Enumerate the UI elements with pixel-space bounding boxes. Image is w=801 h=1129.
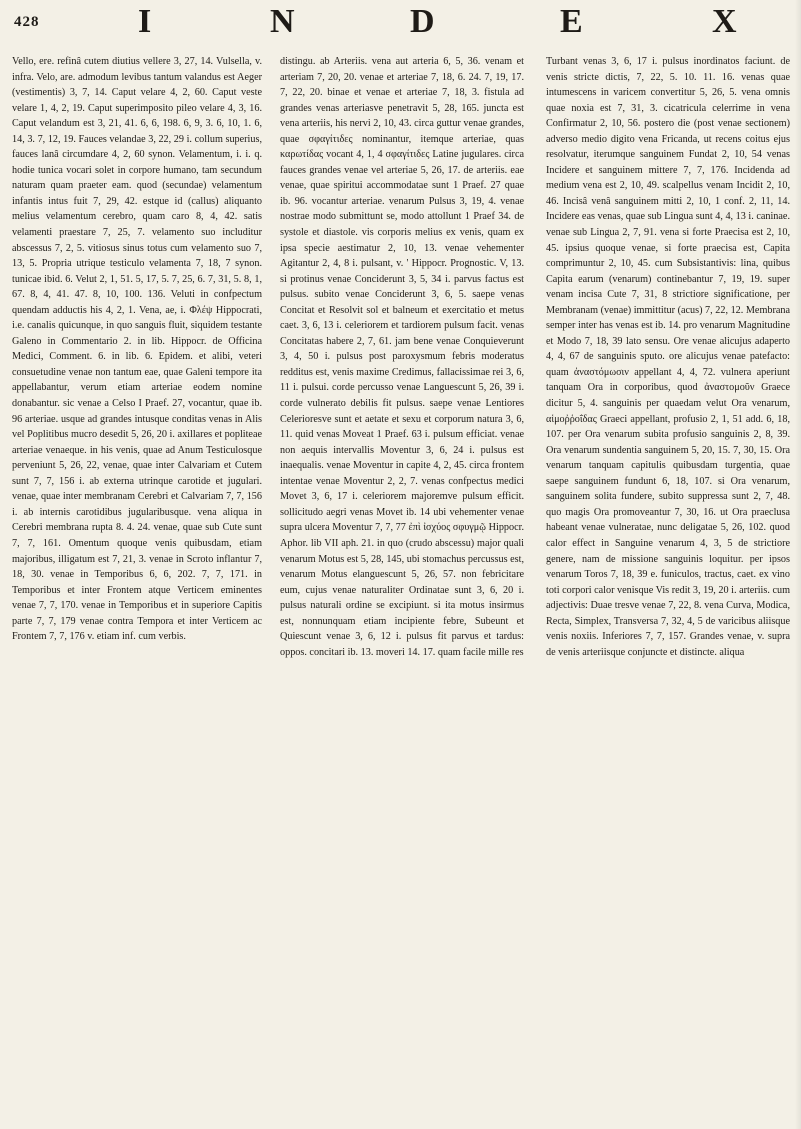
index-column-right [546, 54, 790, 1118]
index-column-left [12, 54, 262, 1118]
running-head [0, 2, 801, 42]
running-head-letter: I [138, 3, 152, 40]
running-head-letter: X [712, 3, 737, 40]
column-text: Turbant venas 3, 6, 17 i. pulsus inordinatos faciunt. de venis stricte dictis, 7, 22, 5. 10. 11. 16. venas quae intumescens in varicem convertitur 5, 26, 5. vena omnis quae noxia est 7, 31, 3. cicatricula celerrime in vena Confirmatur 2, 10, 56. postero die (post venae sectionem) adverso medio digito vena Fricanda, ut recens coitus ejus resolvatur, iterumque sanguinem Fundat 2, 10, 54 venas Incidere et sanguinem mittere 7, 7, 176. Incidenda ad medium vena est 2, 10, 49. scalpellus venam Incidit 2, 10, 46. Incisâ venâ sanguinem mitti 2, 10, 1 conf. 2, 11, 14. Incidere eas venas, quae sub Lingua sunt 4, 4, 13 i. caninae. venae sub Lingua 2, 7, 91. vena si forte Praecisa est 2, 10, 45. ipsius quoque venae, si forte praecisa est, Capita comprimuntur 2, 10, 45. cum Subsistantivis: lina, quibus Capita earum (venarum) continebantur 7, 19, 19. super venam incisa Cute 7, 31, 8 strictiore significatione, per Membranam (venae) immittitur (acus) 7, 22, 12. Membrana semper inter has venas est ib. 14. pro venarum Magnitudine et Modo 7, 18, 39 lato sensu. Ore venae alicujus adaperto 4, 4, 67 de sanguinis sputo. ore alicujus venae patefacto: quam ἀναστόμωσιν appellant 4, 4, 72. vulnera aperiunt tanquam Ora in corporibus, quod ἀναστομοῦν Graece dicitur 5, 4. sanguinis per quaedam velut Ora venarum, αἱμοῤῥοΐδας Graeci appellant, profusio 2, 1, 51 add. 6, 18, 107. per Ora venarum subita profusio sanguinis 2, 8, 39. Ora venarum sundentia sanguinem 5, 20, 15. 7, 30, 15. Ora venarum tanquam capitulis quibusdam turgentia, quae saepe sanguinem fundunt 6, 18, 107. si Ora venarum, sanguinem solita fundere, subito suppressa sunt 2, 7, 48. quo magis Ora promoveantur 7, 30, 16. ut Ora praeclusa habeant venae vulneratae, nunc deligatae 5, 26, 102. quod calor effect in Sanguine venarum 4, 3, 5 de strictiore genere, nam de missione sanguinis loquitur. per ipsos venarum Toros 7, 18, 39 e. funiculos, tractus, caet. ex vino toti corpori calor venisque Vis redit 3, 19, 20 i. arteriis. cum adjectivis: Duae tresve venae 7, 22, 8. vena Curva, Modica, Recta, Simplex, Transversa 7, 32, 4, 5 de varicibus aliisque venis noxiis. Inferiores 7, 7, 157. Grandes venae, v. supra de venis arteriisque conjuncte et distincte. aliqua [546, 56, 790, 658]
running-head-letter: N [270, 3, 295, 40]
running-head-letter: E [560, 3, 583, 40]
page-edge-shadow [795, 0, 801, 1129]
index-column-middle [280, 54, 524, 1118]
page-number: 428 [14, 14, 40, 30]
column-text: distingu. ab Arteriis. vena aut arteria 6, 5, 36. venam et arteriam 7, 20, 20. venae et arteriae 7, 18, 6. 24. 7, 19, 17. 7, 22, 20. binae et venae et arteriae 7, 18, 3. fistula ad grandes venas arteriasve penetravit 5, 28, 165. juncta est vena arteriis, his nervi 2, 10, 43. circa guttur venae grandes, quae σφαγίτιδες nominantur, itemque arteriae, quas καρωτίδας vocant 4, 1, 4 σφαγίτιδες Latine jugulares. circa fauces grandes venae vel arteriae 5, 26, 17. de arteriis. eae venae, quae spiritui accommodatae sunt 1 Praef. 27 quae ib. 96. vocantur arteriae. venarum Pulsus 3, 19, 4. venae nostrae modo submittunt se, modo attollunt 1 Praef 34. de systole et diastole. vis corporis melius ex venis, quam ex ipsa specie aestimatur 2, 10, 13. venae vehementer Agitantur 2, 4, 8 i. pulsant, v. ' Hippocr. Prognostic. V, 13. si protinus venae Conciderunt 3, 5, 34 i. parvus factus est pulsus. subito venae Conciderunt 3, 6, 5. saepe venas Concitat et Resolvit sol et balneum et exercitatio et metus caet. 3, 6, 13 i. celeriorem et tardiorem pulsum facit. venas Concitatas habere 2, 7, 61. jam bene venae Conquieverunt 3, 4, 50 i. pulsus post paroxysmum febris moderatus redditus est, venis maxime Credimus, fallacissimae rei 3, 6, 11 i. pulsui. corde percusso venae Languescunt 5, 26, 39 i. corde vulnerato debilis fit pulsus. saepe venae Lentiores Celerioresve sunt et aetate et sexu et corporum natura 3, 6, 11. quid venas Moveat 1 Praef. 63 i. pulsum efficiat. venae non aequis intervallis Moventur 3, 6, 24 i. pulsus est inaequalis. venae Moventur in capite 4, 2, 45. circa frontem intentae venae Moventur 2, 2, 7. venas confpectus medici Movet 3, 6, 17 i. celeriorem majoremve pulsum efficit. sollicitudo aegri venas Movet ib. 14 ubi vehementer venae supra ulcera Moventur 7, 7, 77 ἐπὶ ἰσχύος σφυγμῷ Hippocr. Aphor. lib VII aph. 21. in quo (crudo abscessu) major quali venarum Motus est 5, 28, 145, ubi stomachus percussus est, venarum Motus elanguescunt 5, 26, 57. non febricitare eum, cujus venae naturaliter Ordinatae sunt 3, 6, 20 i. pulsus naturali ordine se excipiunt. si ita motus insirmus est, nonnunquam etiam incipiente febre, Subeunt et Quiescunt venae 3, 6, 12 i. pulsus fit parvus et tardus: oppos. concitari ib. 13. moveri 14. 17. quam facile mille res [280, 56, 524, 658]
page-header [0, 0, 801, 44]
running-head-letter: D [410, 3, 435, 40]
column-text: Vello, ere. refinâ cutem diutius vellere 3, 27, 14. Vulsella, v. infra. Velo, are. admodum levibus tantum valandus est Aeger (vestimentis) 3, 7, 14. Caput velare 4, 2, 60. Caput veste velare 1, 4, 2, 19. Caput superimposito pileo velare 4, 3, 16. Caput velandum est 3, 21, 41. 6, 6, 198. 6, 9, 3. 6, 10, 1. 6, 14, 3. 7, 12, 19. Fauces velandae 3, 22, 29 i. collum superius, fauces lanâ circumdare 4, 2, 60 synon. Velamentum, i. i. q. hodie tunica vocari solet in corpore humano, tam secundum naturam quam praeter eam. quod (secundae) velamentum infantis intus fuit 7, 29, 42. estque id (callus) aliquanto melius velamentum cerebro, quam caro 8, 4, 42. satis velamenti praestare 7, 25, 7. velamento suo includitur abscessus 7, 2, 5. vitiosus sinus totus cum velamento suo 7, 13, 5. Propria utrique testiculo velamenta 7, 18, 7 synon. tunicae ibid. 6. Velut 2, 1, 51. 5, 17, 5. 7, 25, 6. 7, 31, 5. 8, 1, 67. 8, 4, 41. 47. 8, 10, 100. 136. Veluti in confpectum quendam adductis his 4, 2, 1. Vena, ae, i. Φλέψ Hippocrati, i.e. canalis quicunque, in quo sanguis fluit, siquidem testante Galeno in Commentario 2. in lib. Hippocr. de Officina Medici, Comment. 6. in lib. 6. Epidem. et alibi, veteri consuetudine venae non tantum eae, quae Galeni tempore ita appellabantur, verum etiam arteriae eodem nomine donabantur. sic venae a Celso I Praef. 27, vocantur, quae ib. 96 arteriae. usque ad grandes intusque conditas venas in Alis vel Poplitibus mucro desedit 5, 26, 20 i. axillares et popliteae arteriae venaeque. in his venis, quae ad Anum Testiculosque perveniunt 5, 26, 22, venae, quae inter Calvariam et Cutem sunt 7, 7, 156 i. ab externa utrinque carotide et jugulari. venae, quae inter membranam Cerebri et Calvariam 7, 7, 156 i. ab internis carotidibus jugularibusque. vena aliqua in Cerebri membrana rupta 8. 4. 24. venae, quae sub Cute sunt 7, 7, 161. Omentum quoque venis quibusdam, etiam majoribus, illigatum est 7, 21, 3. venae in Scroto inflantur 7, 18, 30. venae in Temporibus 6, 6, 202. 7, 7, 171. in Temporibus et inter Frontem atque Verticem eminentes venae 7, 7, 170. venae in Temporibus et in superiore Capitis parte 7, 7, 179 venae contra Tempora et inter Verticem ac Frontem 7, 7, 176 v. etiam inf. cum verbis. [12, 56, 262, 643]
